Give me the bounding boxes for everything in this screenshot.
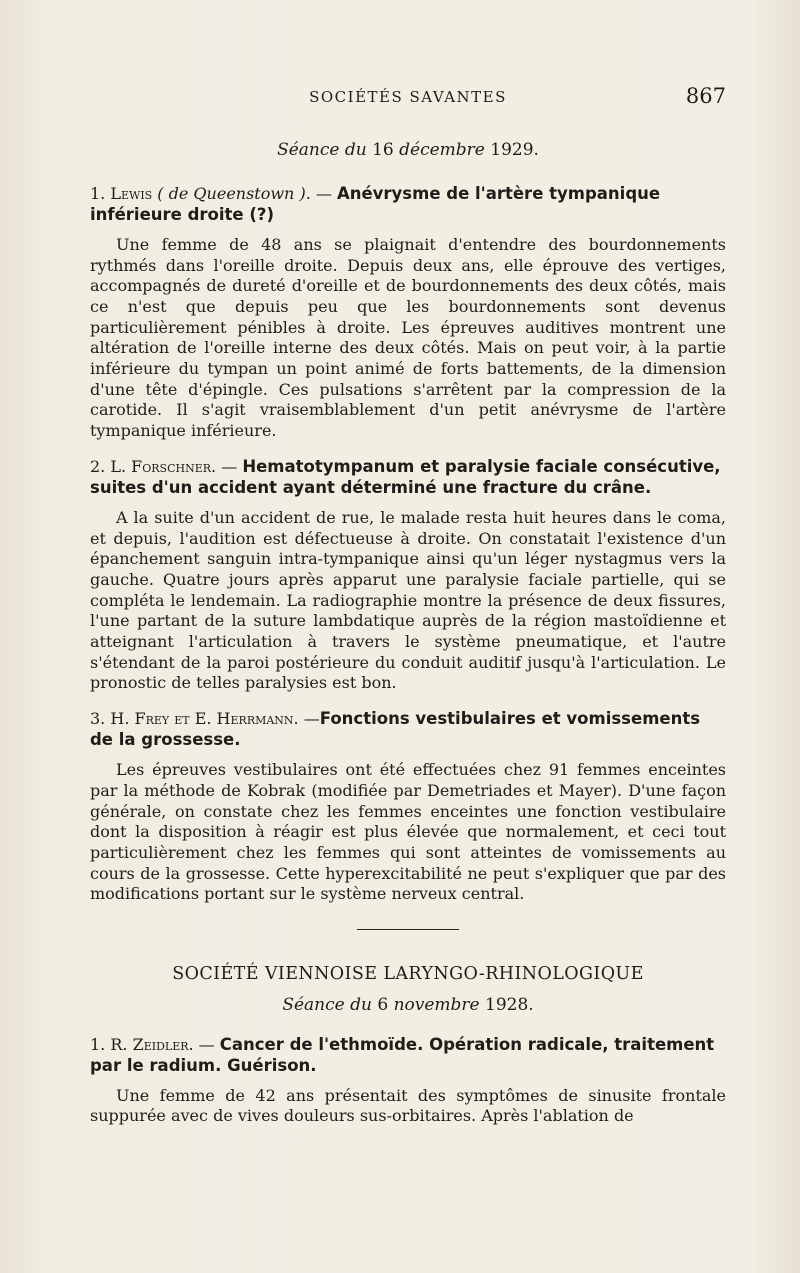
article-heading	[90, 183, 726, 225]
running-title: SOCIÉTÉS SAVANTES	[309, 88, 507, 106]
session-label: Séance du	[282, 994, 372, 1015]
article-dash: —	[193, 1034, 220, 1054]
article-title: Cancer de l'ethmoïde. Opération radicale, traitement par le radium. Guérison.	[90, 1034, 715, 1075]
article-dash: —	[298, 709, 320, 729]
article-title: Hematotympanum et paralysie faciale consécutive, suites d'un accident ayant déterminé une fracture du crâne.	[90, 456, 721, 497]
article-title: Fonctions vestibulaires et vomissements de la grossesse.	[90, 709, 701, 750]
session-date	[90, 140, 726, 161]
page-content	[90, 140, 726, 1141]
page-number: 867	[685, 84, 726, 108]
page-header	[90, 84, 726, 114]
article-heading	[90, 1034, 726, 1076]
session-label: Séance du	[277, 140, 367, 160]
article-body: Une femme de 42 ans présentait des symptômes de sinusite frontale suppurée avec de vives douleurs sus-orbitaires. Après l'ablation de	[90, 1085, 726, 1126]
article-body: Une femme de 48 ans se plaignait d'entendre des bourdonnements rythmés dans l'oreille droite. Depuis deux ans, elle éprouve des vertiges, accompagnés de dureté d'oreille et de bourdonnements des deux côtés, mais ce n'est que depuis peu que les bourdonnements sont devenus particulièrement pénibles à droite. Les épreuves auditives montrent une altération de l'oreille interne des deux côtés. Mais on peut voir, à la partie inférieure du tympan un point animé de forts battements, de la dimension d'une tête d'épingle. Ces pulsations s'arrêtent par la compression de la carotide. Il s'agit vraisemblablement d'un petit anévrysme de l'artère tympanique inférieure.	[90, 234, 726, 441]
article-authors: L. Forschner.	[110, 456, 217, 476]
article-authors: Lewis	[110, 183, 153, 203]
article-body: A la suite d'un accident de rue, le malade resta huit heures dans le coma, et depuis, l'audition est défectueuse à droite. On constatait l'existence d'un épanchement sanguin intra-tympanique ainsi qu'un léger nystagmus vers la gauche. Quatre jours après apparut une paralysie faciale partielle, qui se compléta le lendemain. La radiographie montre la présence de deux fissures, l'une partant de la suture lambdatique auprès de la région mastoïdienne et atteignant l'articulation à travers le système pneumatique, et l'autre s'étendant de la paroi postérieure du conduit auditif jusqu'à l'articulation. Le pronostic de telles paralysies est bon.	[90, 507, 726, 693]
session-day: 6	[377, 994, 389, 1015]
article-1	[90, 183, 726, 442]
article-number: 2.	[90, 456, 106, 476]
session-day: 16	[372, 140, 394, 160]
article-heading	[90, 456, 726, 498]
article-dash: —	[310, 183, 337, 203]
article-body: Les épreuves vestibulaires ont été effectuées chez 91 femmes enceintes par la méthode de Kobrak (modifiée par Demetriades et Mayer). D'une façon générale, on constate chez les femmes enceintes une fonction vestibulaire dont la disposition à réagir est plus élevée que normalement, et ceci tout particulièrement chez les femmes qui sont atteintes de vomissements au cours de la grossesse. Cette hyperexcitabilité ne peut s'expliquer que par des modifications portant sur le système nerveux central.	[90, 760, 726, 904]
session-month: novembre	[393, 994, 480, 1015]
article-dash: —	[216, 456, 243, 476]
article-3	[90, 708, 726, 905]
article-authors: H. Frey et E. Herrmann.	[110, 709, 299, 729]
session-year: 1929.	[490, 140, 539, 160]
article-heading	[90, 708, 726, 750]
article-affiliation: ( de Queenstown ).	[157, 183, 311, 203]
article-number: 1.	[90, 183, 106, 203]
session-year: 1928.	[485, 994, 534, 1015]
session-month: décembre	[399, 140, 485, 160]
session-date-2	[90, 995, 726, 1016]
article-number: 1.	[90, 1034, 106, 1054]
article-2	[90, 456, 726, 694]
article-title: Anévrysme de l'artère tympanique inférieure droite (?)	[90, 183, 661, 224]
society-name: SOCIÉTÉ VIENNOISE LARYNGO-RHINOLOGIQUE	[172, 964, 644, 985]
section-divider	[357, 929, 459, 930]
article-authors: R. Zeidler.	[110, 1034, 194, 1054]
article-4	[90, 1034, 726, 1127]
article-number: 3.	[90, 709, 106, 729]
